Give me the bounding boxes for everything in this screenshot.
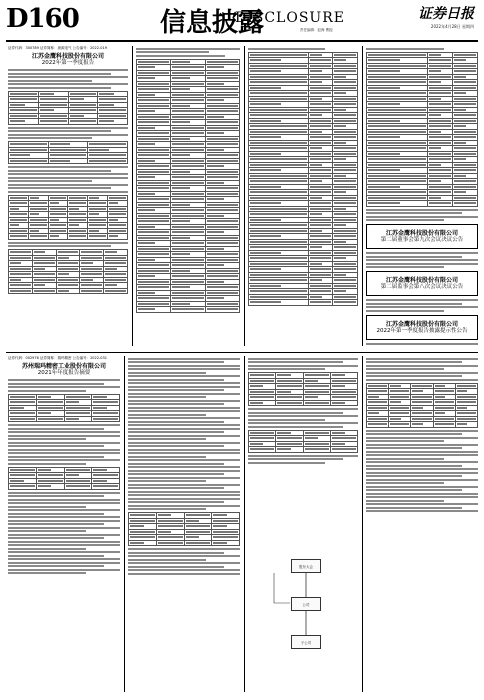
article-code-line: 证券代码：300789 证券简称：唐源电气 公告编号：2022-019 bbox=[8, 46, 107, 50]
financial-summary-table bbox=[8, 467, 120, 490]
shareholder-table bbox=[8, 249, 128, 294]
article-column-2 bbox=[136, 46, 240, 346]
notice-block bbox=[366, 224, 478, 249]
balance-sheet-table bbox=[136, 59, 240, 313]
article-code-line: 证券代码：002976 证券简称：瑞玛精密 公告编号：2022-031 bbox=[8, 356, 107, 360]
notice-block bbox=[366, 271, 478, 296]
notice-company-name: 江苏金鹰科技股份有限公司 bbox=[385, 230, 458, 237]
masthead-meta-date: 2022年4月28日 星期四 bbox=[430, 24, 474, 29]
bottom-article-column-4 bbox=[366, 356, 478, 692]
article-company-name: 江苏金鹰科技股份有限公司 bbox=[31, 53, 104, 60]
section-title-english: DISCLOSURE bbox=[235, 10, 345, 26]
article-company-name: 苏州瑞玛精密工业股份有限公司 bbox=[21, 363, 106, 370]
flowchart-connectors bbox=[270, 573, 330, 639]
bottom-article-column-1 bbox=[8, 356, 120, 692]
notice-title: 第二届董事会第九次会议决议公告 bbox=[380, 237, 464, 243]
flowchart-box-company: 公司 bbox=[291, 597, 321, 611]
financial-table bbox=[8, 141, 128, 164]
company-info-table bbox=[8, 394, 120, 423]
shareholder-table bbox=[8, 195, 128, 240]
section-title: 信息披露 bbox=[160, 8, 265, 38]
bottom-article-column-2 bbox=[128, 356, 240, 692]
column-divider bbox=[244, 356, 245, 692]
shareholder-table bbox=[248, 430, 358, 453]
article-report-title: 2022年第一季度报告 bbox=[41, 60, 95, 66]
article-column-4 bbox=[366, 46, 478, 346]
cash-flow-table bbox=[366, 52, 478, 207]
masthead-meta-editor: 责任编辑：赵海 曹振 bbox=[300, 28, 333, 32]
financial-table bbox=[366, 383, 478, 428]
flowchart-box-subsidiary: 子公司 bbox=[291, 635, 321, 649]
page-number: D160 bbox=[6, 4, 79, 34]
flowchart-box-shareholders: 股东大会 bbox=[291, 559, 321, 573]
article-column-3 bbox=[248, 46, 358, 346]
product-table bbox=[248, 372, 358, 406]
newspaper-logo: 证券日报 bbox=[418, 6, 474, 22]
column-divider bbox=[362, 356, 363, 692]
financial-table bbox=[8, 91, 128, 125]
article-column-1 bbox=[8, 46, 128, 346]
notice-title: 2022年第一季度报告披露提示性公告 bbox=[376, 327, 468, 334]
notice-title: 第二届监事会第八次会议决议公告 bbox=[380, 284, 464, 290]
column-divider bbox=[124, 356, 125, 692]
column-divider bbox=[132, 46, 133, 346]
article-report-title: 2021年年度报告摘要 bbox=[37, 370, 91, 376]
notice-company-name: 江苏金鹰科技股份有限公司 bbox=[385, 277, 458, 284]
column-divider bbox=[244, 46, 245, 346]
notice-company-name: 江苏金鹰科技股份有限公司 bbox=[385, 320, 458, 328]
notice-block bbox=[366, 315, 478, 340]
dividend-table bbox=[128, 512, 240, 546]
column-divider bbox=[362, 46, 363, 346]
income-statement-table bbox=[248, 52, 358, 306]
